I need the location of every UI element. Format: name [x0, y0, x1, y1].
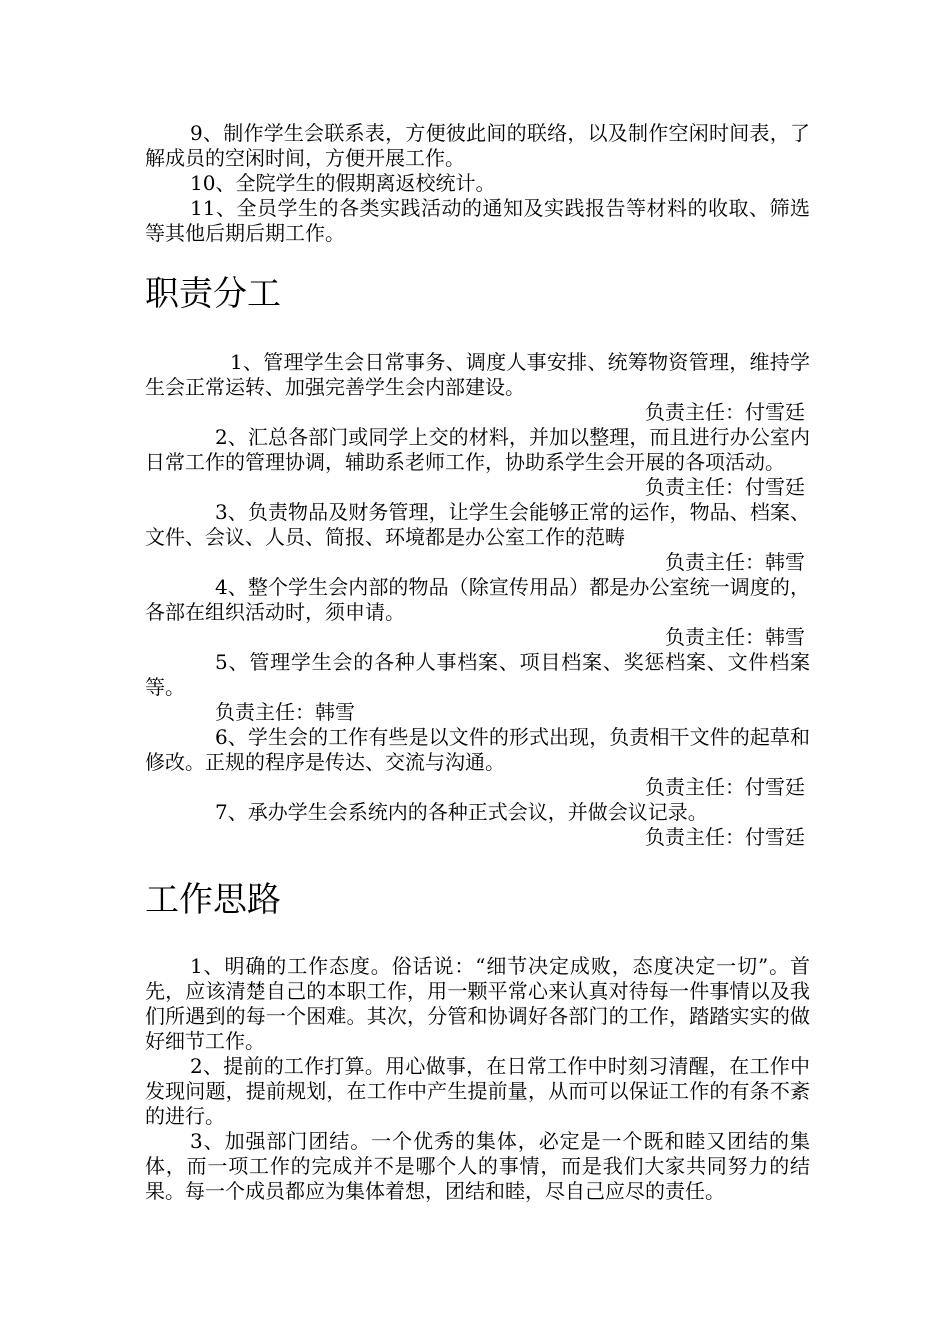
duty-owner-4: 负责主任：韩雪	[665, 625, 805, 649]
section-heading-ideas: 工作思路	[145, 880, 281, 920]
duty-item-2: 2、汇总各部门或同学上交的材料，并加以整理，而且进行办公室内日常工作的管理协调，辅助系老师工作，协助系学生会开展的各项活动。	[145, 425, 810, 474]
duty-item-7: 7、承办学生会系统内的各种正式会议，并做会议记录。	[215, 800, 708, 824]
idea-item-2: 2、提前的工作打算。用心做事，在日常工作中时刻习清醒，在工作中发现问题，提前规划，在工作中产生提前量，从而可以保证工作的有条不紊的进行。	[145, 1054, 810, 1128]
document-body	[145, 121, 810, 1204]
duty-item-1: 1、管理学生会日常事务、调度人事安排、统筹物资管理，维持学生会正常运转、加强完善学生会内部建设。	[145, 350, 810, 399]
intro-paragraph-11: 11、全员学生的各类实践活动的通知及实践报告等材料的收取、筛选等其他后期后期工作。	[145, 196, 810, 245]
section-heading-duties: 职责分工	[145, 274, 281, 314]
idea-item-3: 3、加强部门团结。一个优秀的集体，必定是一个既和睦又团结的集体，而一项工作的完成并不是哪个人的事情，而是我们大家共同努力的结果。每一个成员都应为集体着想，团结和睦，尽自己应尽的责任。	[145, 1129, 810, 1203]
duty-owner-5: 负责主任：韩雪	[215, 700, 355, 724]
intro-paragraph-9: 9、制作学生会联系表，方便彼此间的联络，以及制作空闲时间表，了解成员的空闲时间，方便开展工作。	[145, 121, 810, 170]
idea-item-1: 1、明确的工作态度。俗话说：“细节决定成败，态度决定一切”。首先，应该清楚自己的本职工作，用一颗平常心来认真对待每一件事情以及我们所遇到的每一个困难。其次，分管和协调好各部门的工作，踏踏实实的做好细节工作。	[145, 954, 810, 1053]
duty-item-4: 4、整个学生会内部的物品（除宣传用品）都是办公室统一调度的，各部在组织活动时，须申请。	[145, 575, 810, 624]
duty-owner-3: 负责主任：韩雪	[665, 550, 805, 574]
duty-owner-1: 负责主任：付雪廷	[645, 400, 805, 424]
duty-item-5: 5、管理学生会的各种人事档案、项目档案、奖惩档案、文件档案等。	[145, 650, 810, 699]
duty-owner-6: 负责主任：付雪廷	[645, 775, 805, 799]
duty-item-6: 6、学生会的工作有些是以文件的形式出现，负责相干文件的起草和修改。正规的程序是传达、交流与沟通。	[145, 725, 810, 774]
duty-item-3: 3、负责物品及财务管理，让学生会能够正常的运作，物品、档案、文件、会议、人员、简报、环境都是办公室工作的范畴	[145, 500, 810, 549]
duty-owner-7: 负责主任：付雪廷	[645, 825, 805, 849]
intro-paragraph-10: 10、全院学生的假期离返校统计。	[190, 171, 496, 195]
duty-owner-2: 负责主任：付雪廷	[645, 475, 805, 499]
